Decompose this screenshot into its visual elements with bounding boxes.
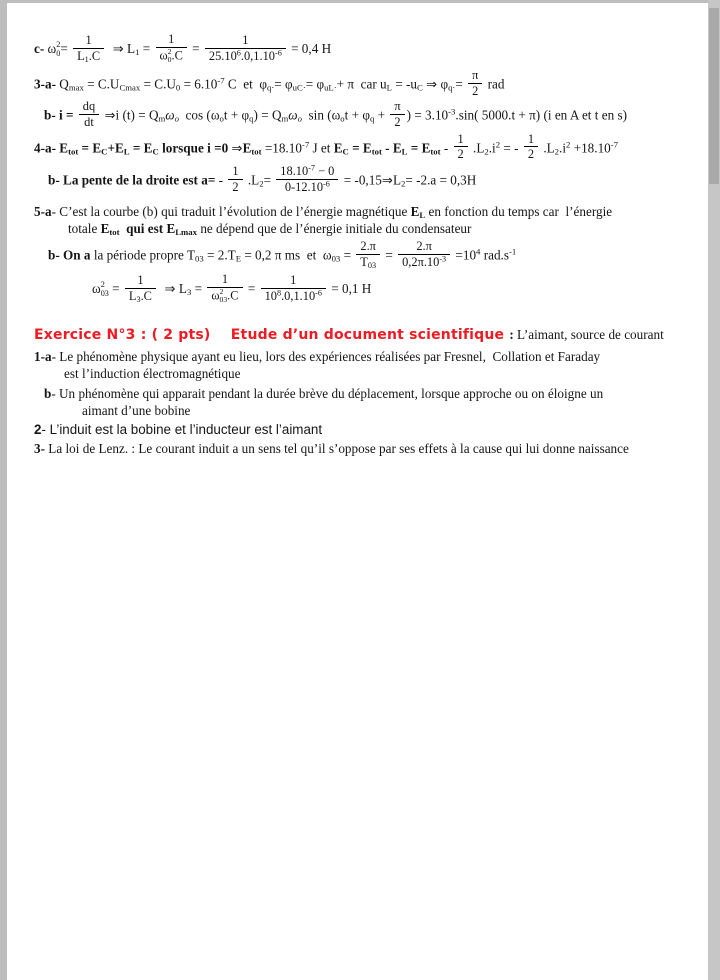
- line-4b: b- La pente de la droite est a= - $\frac{1}{2}$ $.L_2=$ $\frac{18.10^{-7} - 0}{0-12.10^{-6}}$ = $-0,15\Rightarrow L_2= -2.a = 0,3H$: [48, 163, 477, 195]
- line-ex3-1a-2: est l’induction électromagnétique: [64, 366, 241, 382]
- line-5b: b- On a la période propre $T_{03} = 2.T_E = 0,2$ π ms et $\omega_{03}$ = $\frac{2.\pi}{T_{03}}$ = $\frac{2.\pi}{0,2\pi.10^{-3}}$ $=10^4$ $rad.s^{-1}$: [48, 239, 517, 271]
- document-content: [30, 28, 702, 457]
- line-ex3-2: 2- L’induit est la bobine et l’inducteur est l’aimant: [34, 421, 323, 437]
- line-5a-2: totale Etot qui est ELmax ne dépend que de l’énergie initiale du condensateur: [68, 221, 472, 238]
- line-1c: c- ω 2 0 = $\frac{1}{L_1.C}$ ⇒ $L_1$ = 1 ω 2 0 .C = $\frac{1}{25.10^6.0,1.10^{-6}}$ = 0,4 H: [34, 32, 332, 64]
- line-ex3-1a-1: 1-a- Le phénomène physique ayant eu lieu, lors des expériences réalisées par Fresnel, Collation et Faraday: [34, 349, 601, 365]
- line-ex3-1b-2: aimant d’une bobine: [82, 402, 191, 418]
- line-3b: b- i = $\frac{dq}{dt}$ ⇒i $(t) = Q_m\omega o$ $\cos (\omega_ot + \varphi_q) = Q_m\omega o$ $\sin (\omega_ot + \varphi_q$ + $\frac{\pi}{2}$ ) = $3.10^{-3}.\sin$( 5000.t + π) (i en A et t en s): [44, 98, 627, 129]
- line-3a: 3-a- $Q_{max} = C.U_{Cmax} = C.U_0 = 6.10^{-7}$ C et $\varphi_{q\cdot}= \varphi_{uC\cdot}= \varphi_{uL\cdot}+ \pi$ car $u_L = -u_C$ ⇒ $\varphi_{q\cdot}=$ $\frac{\pi}{2}$ rad: [34, 68, 505, 98]
- scrollbar-thumb[interactable]: [709, 8, 719, 184]
- line-ex3-3: 3- La loi de Lenz. : Le courant induit a un sens tel qu’il s’oppose par ses effets à la cause qui lui donne naissance: [34, 441, 629, 457]
- line-ex3-heading: Exercice N°3 : ( 2 pts) Etude d’un document scientifique : L’aimant, source de courant: [34, 327, 664, 344]
- document-lines: [30, 34, 702, 457]
- page-edge-left: [0, 0, 7, 980]
- line-4a: 4-a- Etot = EC+EL = EC lorsque i =0 ⇒Etot $=18.10^{-7}$ J et EC = Etot - EL = Etot - $\frac{1}{2}$ $.L_2.i^2$ = - $\frac{1}{2}$ $.L_2.i^2 +18.10^{-7}$: [34, 131, 619, 162]
- page-edge-top: [0, 0, 720, 3]
- line-omega03: ω 2 03 = $\frac{1}{L_3.C}$ ⇒ $L_3$ = 1 ω 2 03 .C = $\frac{1}{10^8.0,1.10^{-6}}$ = 0,1 H: [92, 272, 372, 304]
- line-5a-1: 5-a- C’est la courbe (b) qui traduit l’évolution de l’énergie magnétique EL en fonction du temps car l’énergie: [34, 204, 613, 221]
- line-ex3-1b-1: b- Un phénomène qui apparait pendant la durée brève du déplacement, lorsque approche ou on éloigne un: [44, 385, 604, 401]
- scrollbar-track[interactable]: [708, 0, 720, 980]
